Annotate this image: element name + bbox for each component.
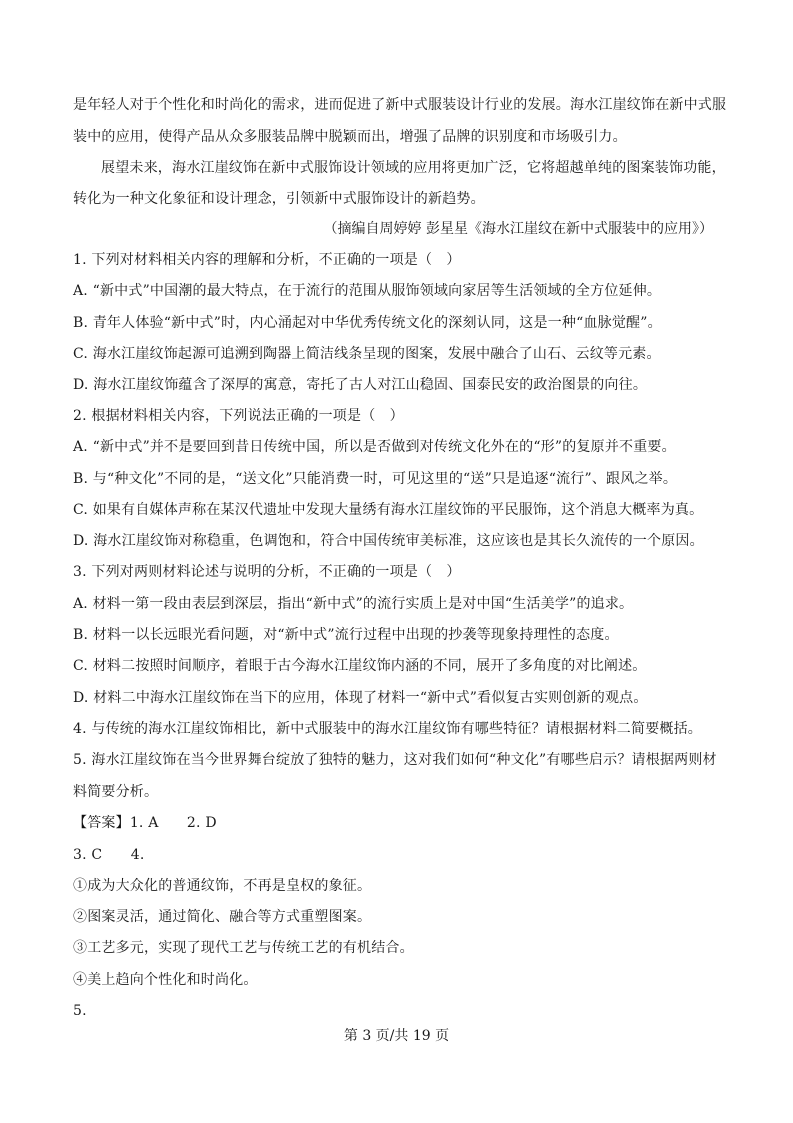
answer-row-1 bbox=[73, 813, 217, 833]
question-1-option-d: D. 海水江崖纹饰蕴含了深厚的寓意，寄托了古人对江山稳固、国泰民安的政治图景的向往。 bbox=[73, 377, 648, 393]
answer-row-1-values: 1. A 2. D bbox=[129, 815, 217, 831]
answer-tag: 【答案】 bbox=[73, 815, 130, 831]
question-2-option-a: A. “新中式”并不是要回到昔日传统中国，所以是否做到对传统文化外在的“形”的复原并不重要。 bbox=[73, 439, 676, 455]
answer-4-item-1: ①成为大众化的普通纹饰，不再是皇权的象征。 bbox=[73, 878, 372, 894]
answer-5: 5. bbox=[73, 1003, 87, 1019]
question-2-option-c: C. 如果有自媒体声称在某汉代遗址中发现大量绣有海水江崖纹饰的平民服饰，这个消息大概率为真。 bbox=[73, 502, 704, 518]
question-2-option-d: D. 海水江崖纹饰对称稳重，色调饱和，符合中国传统审美标准，这应该也是其长久流传的一个原因。 bbox=[73, 533, 704, 549]
question-3-option-b: B. 材料一以长远眼光看问题，对“新中式”流行过程中出现的抄袭等现象持理性的态度。 bbox=[73, 627, 619, 643]
question-1-stem: 1. 下列对材料相关内容的理解和分析，不正确的一项是（ ） bbox=[73, 252, 461, 268]
question-1-option-b: B. 青年人体验“新中式”时，内心涌起对中华优秀传统文化的深刻认同，这是一种“血脉觉醒”。 bbox=[73, 315, 662, 331]
answer-row-2: 3. C 4. bbox=[73, 847, 145, 863]
question-1-option-a: A. “新中式”中国潮的最大特点，在于流行的范围从服饰领域向家居等生活领域的全方位延伸。 bbox=[73, 283, 662, 299]
para1-line1: 是年轻人对于个性化和时尚化的需求，进而促进了新中式服装设计行业的发展。海水江崖纹饰在新中式服 bbox=[73, 97, 727, 113]
answer-4-item-4: ④美上趋向个性化和时尚化。 bbox=[73, 972, 258, 988]
para2-line1: 展望未来，海水江崖纹饰在新中式服饰设计领域的应用将更加广泛，它将超越单纯的图案装饰功能， bbox=[101, 160, 726, 176]
question-5-line1: 5. 海水江崖纹饰在当今世界舞台绽放了独特的魅力，这对我们如何“种文化”有哪些启示？请根据两则材 bbox=[73, 752, 717, 768]
question-4-stem: 4. 与传统的海水江崖纹饰相比，新中式服装中的海水江崖纹饰有哪些特征？请根据材料二简要概括。 bbox=[73, 721, 703, 737]
question-2-stem: 2. 根据材料相关内容，下列说法正确的一项是（ ） bbox=[73, 408, 404, 424]
question-3-option-c: C. 材料二按照时间顺序，着眼于古今海水江崖纹饰内涵的不同，展开了多角度的对比阐述。 bbox=[73, 658, 647, 674]
para1-line2: 装中的应用，使得产品从众多服装品牌中脱颖而出，增强了品牌的识别度和市场吸引力。 bbox=[73, 129, 627, 145]
citation: （摘编自周婷婷 彭星星《海水江崖纹在新中式服装中的应用》） bbox=[323, 221, 713, 237]
question-2-option-b: B. 与“种文化”不同的是，“送文化”只能消费一时，可见这里的“送”只是追逐“流行”、跟风之举。 bbox=[73, 471, 678, 487]
question-3-option-d: D. 材料二中海水江崖纹饰在当下的应用，体现了材料一“新中式”看似复古实则创新的观点。 bbox=[73, 690, 648, 706]
question-1-option-c: C. 海水江崖纹饰起源可追溯到陶器上简洁线条呈现的图案，发展中融合了山石、云纹等元素。 bbox=[73, 346, 661, 362]
answer-4-item-3: ③工艺多元，实现了现代工艺与传统工艺的有机结合。 bbox=[73, 940, 414, 956]
question-3-option-a: A. 材料一第一段由表层到深层，指出“新中式”的流行实质上是对中国“生活美学”的追求。 bbox=[73, 596, 634, 612]
question-3-stem: 3. 下列对两则材料论述与说明的分析，不正确的一项是（ ） bbox=[73, 564, 461, 580]
para2-line2: 转化为一种文化象征和设计理念，引领新中式服饰设计的新趋势。 bbox=[73, 191, 485, 207]
answer-4-item-2: ②图案灵活，通过简化、融合等方式重塑图案。 bbox=[73, 909, 372, 925]
page-number-footer: 第 3 页/共 19 页 bbox=[343, 1028, 450, 1044]
question-5-line2: 料简要分析。 bbox=[73, 784, 159, 800]
